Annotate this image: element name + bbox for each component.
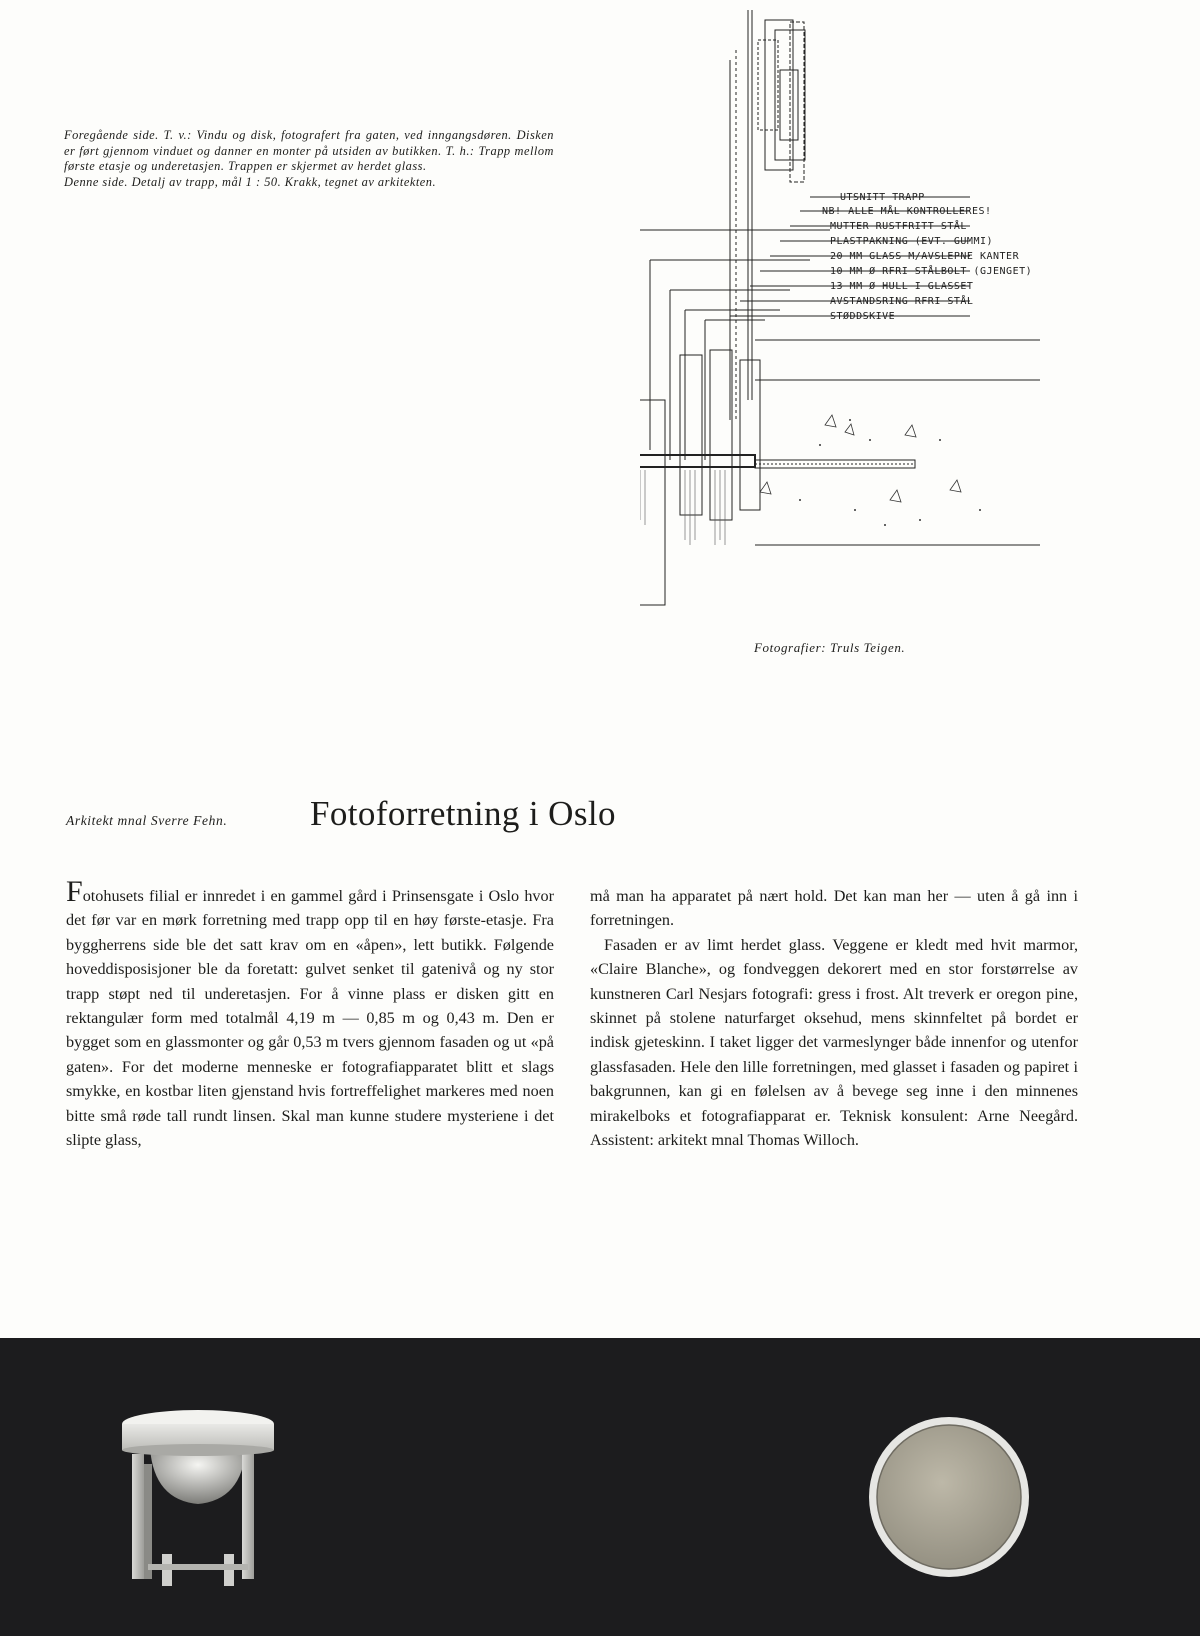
stair-detail-drawing — [640, 0, 1060, 640]
drawing-label: STØDDSKIVE — [830, 311, 896, 322]
caption-this-page: Denne side. Detalj av trapp, mål 1 : 50. Krakk, tegnet av arkitekten. — [64, 174, 437, 189]
caption-previous-page: Foregående side. T. v.: Vindu og disk, fotografert fra gaten, ved inngangsdøren. Disken er ført gjennom vinduet og danner en monter på utsiden av butikken. T. h.: Trapp mellom første etasje og underetasjen. Trappen er skjermet av herdet glass. — [64, 128, 554, 174]
article-title: Fotoforretning i Oslo — [310, 794, 616, 833]
photo-credit: Fotografier: Truls Teigen. — [754, 640, 906, 655]
drop-cap: F — [66, 875, 83, 908]
figure-caption — [64, 128, 554, 190]
drawing-label: MUTTER RUSTFRITT STÅL — [830, 221, 967, 232]
drawing-label: NB! ALLE MÅL KONTROLLERES! — [822, 206, 992, 217]
paragraph-text: otohusets filial er innredet i en gammel gård i Prinsensgate i Oslo hvor det før var en mørk forretning med trapp opp til en høy første-etasje. Fra byggherrens side ble det satt krav om en «åpen», lett butikk. Følgende hoveddisposisjoner ble da foretatt: gulvet senket til gatenivå og ny stor trapp støpt ned til underetasjen. For å vinne plass er disken gitt en rektangulær form med totalmål 4,19 m — 0,85 m og 0,43 m. Den er bygget som en glassmonter og går 0,53 m tvers gjennom fasaden og ut «på gaten». For det moderne menneske er fotografiapparatet blitt et slags smykke, en kostbar liten gjenstand hvis fortreffelighet markeres med noen bitte små røde tall rundt linsen. Skal man kunne studere mysteriene i det slipte glass, — [66, 887, 554, 1150]
stool-top-photo — [868, 1416, 1030, 1578]
stool-side-photo — [118, 1404, 278, 1594]
architect-credit: Arkitekt mnal Sverre Fehn. — [66, 813, 228, 828]
paragraph: Fasaden er av limt herdet glass. Veggene er kledt med hvit marmor, «Claire Blanche», og fondveggen dekorert med en stor forstørrelse av kunstneren Carl Nesjars fotografi: gress i frost. Alt treverk er oregon pine, skinnet på stolene naturfarget oksehud, mens skinnfeltet på bordet er indisk gjeteskinn. I taket ligger det varmeslynger både innenfor og utenfor glassfasaden. Hele den lille forretningen, med glasset i fasaden og papiret i bakgrunnen, kan gi en følelsen av å bevege seg inne i den minnenes mirakelboks et fotografiapparat er. Teknisk konsulent: Arne Neegård. Assistent: arkitekt mnal Thomas Willoch. — [590, 935, 1078, 1150]
paragraph: må man ha apparatet på nært hold. Det kan man her — uten å gå inn i forretningen. — [590, 887, 1078, 930]
drawing-label: PLASTPAKNING (EVT. GUMMI) — [830, 236, 994, 247]
article-column-left — [66, 875, 554, 1152]
article-column-right — [590, 884, 1078, 1152]
drawing-label: 10 MM Ø RFRI STÅLBOLT (GJENGET) — [830, 266, 1033, 277]
drawing-label: AVSTANDSRING RFRI STÅL — [830, 296, 974, 307]
drawing-label: 20 MM GLASS M/AVSLEPNE KANTER — [830, 251, 1020, 262]
drawing-label: 13 MM Ø HULL I GLASSET — [830, 281, 974, 292]
paragraph — [66, 875, 554, 1152]
drawing-label: UTSNITT TRAPP — [840, 192, 925, 203]
